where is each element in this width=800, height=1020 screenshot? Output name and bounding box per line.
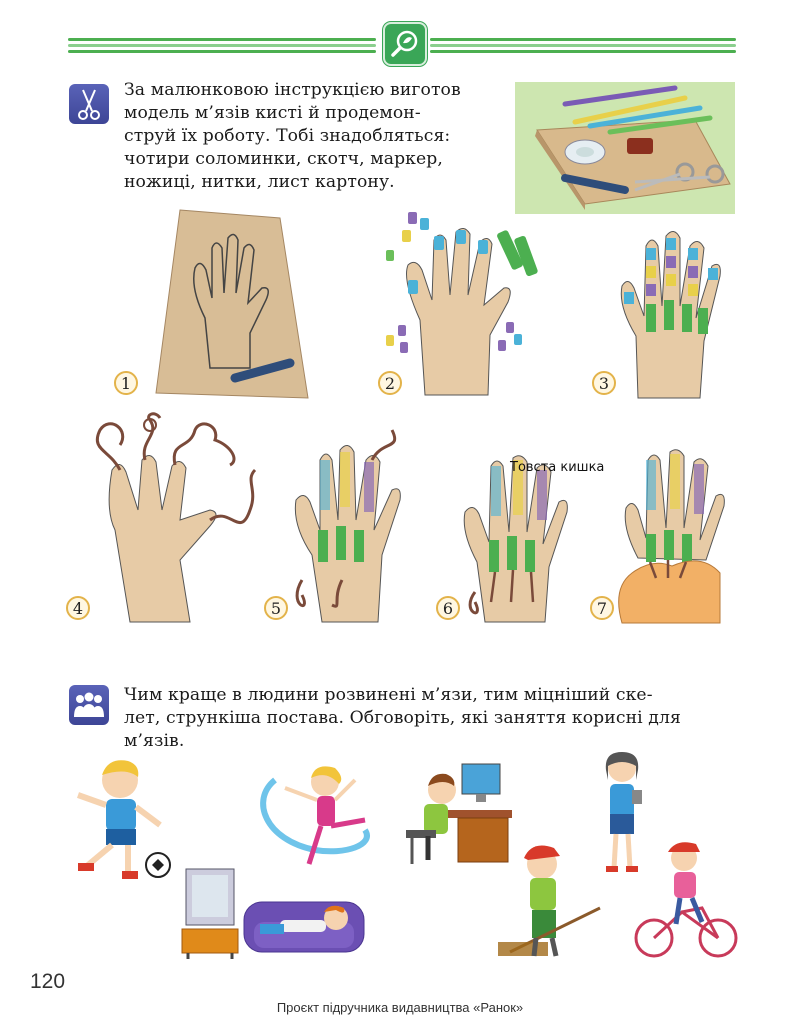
discussion-line-3: м’язів. [124,731,185,751]
boy-football-illustration [68,755,178,885]
step-7-illustration [612,448,730,625]
header-stripe-left-2 [68,44,376,47]
gymnast-girl-illustration [255,760,385,870]
step-badge-4: 4 [66,596,90,620]
scissors-icon [69,84,109,124]
step-4-illustration [80,410,270,625]
step-2-illustration [380,210,550,400]
step-1-illustration [150,208,310,400]
step-6-illustration [455,452,575,625]
discussion-line-2: лет, стрункіша постава. Обговоріть, які заняття корисні для [124,708,681,728]
step-badge-5: 5 [264,596,288,620]
step-badge-1: 1 [114,371,138,395]
step-badge-7: 7 [590,596,614,620]
step-badge-2: 2 [378,371,402,395]
boy-with-rake-illustration [490,838,608,963]
header-stripe-left-3 [68,50,376,53]
instruction-line-3: струй їх роботу. Тобі знадобляться: [124,126,451,146]
group-people-icon [69,685,109,725]
header-stripe-right-2 [430,44,736,47]
instruction-line-4: чотири соломинки, скотч, маркер, [124,149,443,169]
instruction-line-5: ножиці, нитки, лист картону. [124,172,395,192]
girl-on-bicycle-illustration [632,838,740,960]
page-number: 120 [30,970,66,993]
header-stripe-left [68,38,376,41]
step-3-illustration [608,226,728,401]
boy-on-sofa-illustration [240,880,368,960]
discussion-line-1: Чим краще в людини розвинені м’язи, тим міцніший ске- [124,685,653,705]
header-stripe-right [430,38,736,41]
magnifier-leaf-icon [383,22,427,66]
materials-illustration [515,82,735,214]
instruction-line-2: модель м’язів кисті й продемон- [124,103,421,123]
step-5-illustration [282,430,412,625]
step-6-label: Товста кишка [510,460,605,475]
footer-publisher: Проєкт підручника видавництва «Ранок» [276,1000,524,1015]
tv-set-illustration [180,865,240,960]
step-badge-3: 3 [592,371,616,395]
header-stripe-right-3 [430,50,736,53]
instruction-line-1: За малюнковою інструкцією виготов [124,80,461,100]
step-badge-6: 6 [436,596,460,620]
